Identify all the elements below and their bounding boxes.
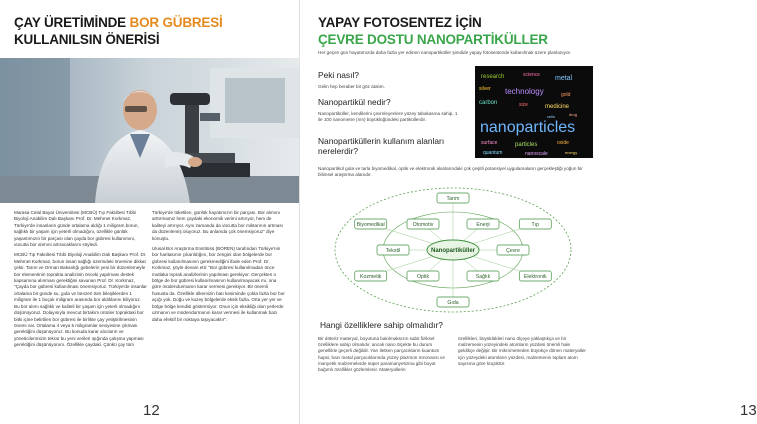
diagram-node-label: Tıp [531,222,540,229]
diagram-node [519,219,551,229]
diagram-node [407,219,439,229]
svg-text:research: research [481,74,505,80]
page-number-right: 13 [740,402,757,419]
diagram-node-label: Tarım [446,196,460,203]
left-page [0,0,300,424]
title-accent: BOR GÜBRESİ [129,15,223,30]
diagram-node-label: Kozmetik [360,274,382,281]
svg-text:gold: gold [561,92,571,98]
right-page [300,0,757,424]
right-column-2: özellikleri, büyüklükleri nano ölçeye yaklaştıkça ve bir malzemenin yüzeyindeki atomların yüzdesi önemli hale geldikçe değişir. Bir mikrometreden büyükçe dönen materyaller için yüzeydeki atomların yüzdesi, malzemenin toplam atom sayısına göre küçüktür. [458,336,586,366]
right-column-1: Bir döteriz materyal, boyutuna bakılmaksızın sabit fiziksel özelliklere sahip olmalıdır, ancak nano ölçekte bu durum genellikle geçerli değildir. Yarı iletken parçacıkların kuantum hapsi, bazı metal parçacıklarında yüzey plazmon rezonansı ve manyetik malzemelerde süper paramanyetizma gibi boyut bağımlı özellikler gözlemlenir. Materyallerin [318,336,445,373]
body-text: Nanopartikül gıda ve tarla biyomedikal, optik ve elektronik alanlarındaki çok çeşitli potansiyel uygulamaların gerçekleştiği yoğun bir bilimsel araştırma alanıdır. [318,166,583,178]
subheading-properties: Hangi özelliklere sahip olmalıdır? [320,320,443,330]
diagram-node [437,297,469,307]
svg-text:surface: surface [481,140,498,146]
svg-text:quantum: quantum [483,150,503,156]
paragraph: MCBÜ Tıp Fakültesi Tıbbi Biyoloji Anabilim Dalı Başkanı Prof. Dr. Mehmet Korkmaz, borun insan sağlığı üzerindeki önemine dikkat çekti. Tarım ve Orman Bakanlığı gebelerin yeni bir düzenlemeyle bor elementinin toprakta analizinin önceki yapılması destek kapsamına alınması gerektiğini savunan Prof. Dr. Korkmaz, "Çayda bor gübresi kullanılması önemsiyoruz. Türkiye'de insanlar ortalama bir günde su, gıda ve benzeri tüm bileşiklerden 1 miligram ile 1 buçuk miligram arasında bor aldıklarını biliyoruz. Bu bor alımı sağlıklı ve kaliteli bir yaşam için yeterli olmadığını düşünüyoruz. Dolayısıyla mevcut birtakım ürünler topraktaki bor bitki içine belirtilen bor gübresi ile birlikte çay yetiştirilmesinin önemi var. Ortalama 4 veya 5 miligramlar seviyesine çıkması gerektiğini düşünüyoruz. Bu konuda karar alıcıların ve yöneticilerimizin tekrar bu yeni verileri ışığında çalışma yapması gerektiğini düşünüyorum. Özellikle çaydaki. Çünkü çay tüm [14,252,147,348]
paragraph: Marasa Celal Bayar Üniversitesi (MCBÜ) Tıp Fakültesi Tıbbi Biyoloji Anabilim Dalı Başkanı Prof. Dr. Mehmet Korkmaz, Türkiye'de insanların günde ortalama aldığı 1 miligram borun, sağlıklı bir yaşam için yeterli olmadığını, özellikle günlük yaşantımızın bir parçası olan çayda bor gübresi kullanımını, vücutta bor alımını artıracaklarını söyledi. [14,210,139,248]
subheading-how: Peki nasıl? [318,70,359,80]
paragraph: Türkiye'de tüketilen, günlük hayatımızın bir parçası. Bor alımını arttırmamız hem çaydaki ekonomik verimi artırıyor, hem de kaliteyi artırıyor. Aynı zamanda da vücutta bor miktarının artması da düzenlemiş oluyoruz. Bu anlamda çok önemsiyoruz" diye konuştu. [152,210,283,241]
diagram-center-label: Nanopartiküller [430,248,476,255]
diagram-node-label: Sağlık [475,274,491,281]
intro-text: Her geçen gün hayatımızda daha fazla yer edinen nanopartiküller şimdide yapay fotosentezde kullanılmak üzere planlanıyor. [318,50,572,55]
subheading-what-is: Nanopartikül nedir? [318,97,391,107]
subheading-usage: Nanopartiküllerin kullanım alanları nerelerdir? [318,136,445,156]
nanoparticles-word-cloud [475,66,593,158]
word-cloud-main: nanoparticles [480,119,576,136]
svg-text:particles: particles [515,142,538,148]
diagram-node [355,271,387,281]
svg-text:carbon: carbon [479,100,498,106]
diagram-node-label: Tekstil [385,248,401,255]
svg-text:oxide: oxide [557,140,569,146]
diagram-node-label: Optik [416,274,430,281]
left-column-2 [152,210,285,327]
svg-text:science: science [523,72,540,78]
title-line-1: YAPAY FOTOSENTEZ İÇİN [318,15,482,30]
svg-text:size: size [519,102,528,108]
diagram-node [497,245,529,255]
diagram-node-label: Çevre [506,248,520,255]
body-text: Nanopartiküller, kendilerini çevreleyenlere yüzey tabakasına sahip, 1 ile 100 nanometre (nm) büyüklüğündeki partiküllerdir. [318,111,458,123]
svg-text:energy: energy [565,150,578,155]
svg-text:nanoscale: nanoscale [525,151,548,157]
svg-text:drug: drug [569,112,578,117]
diagram-center [427,240,479,260]
svg-text:silver: silver [479,86,491,92]
diagram-node [377,245,409,255]
title-part-2: KULLANILSIN ÖNERİSİ [14,32,160,47]
diagram-node-label: Elektronik [523,274,547,281]
body-text: Gelin hep beraber bir göz atalım. [318,84,385,89]
left-page-title [14,14,294,48]
diagram-node-label: Gıda [447,300,459,307]
paragraph: Ulusal Bor Araştırma Enstitüsü (BOREN) tarafından Türkiye'nin bor haritasının çıkarıldığını, bor zengini olan bölgelerde bor gübresi kullanılmasının gerekmediğini ifade eden Prof. Dr. Korkmaz, şöyle devam etti: "Bor gübresi kullanılmadan önce mutlaka toprak analizlerinin yapılması gerekiyor. Gerçekten o bölge de bor gübresi kullanılmasının kullanılmayacak mı, ona göre müdendurmanın karar vermesi gerekiyor. Bir önemli hususta da. Özellikle ülkemizin batı kesiminde çokta fazla bor bor açığı yok. Doğu ve kuzey bölgelerde eksik fazla. Orta yer yer ve bölge bölge kendisi göstermiyor. Onun için eksikliği olan yerlerde uzmanın ve müdendurmanın karar vermesi ile kullanmak bazı daha efektif bir noktaya taşıyacaktır". [152,246,285,322]
left-column-1 [14,210,147,353]
title-part-1: ÇAY ÜRETİMİNDE [14,15,130,30]
diagram-node-label: Biyomedikal [356,222,385,229]
svg-text:metal: metal [555,75,573,82]
diagram-node [519,271,551,281]
diagram-node-label: Otomotiv [412,222,434,229]
diagram-node [355,219,387,229]
right-page-title [318,14,598,48]
page-number-left: 12 [143,402,160,419]
svg-text:technology: technology [505,87,544,96]
diagram-node [437,193,469,203]
diagram-node [467,271,499,281]
title-line-2: ÇEVRE DOSTU NANOPARTİKÜLLER [318,32,548,47]
svg-text:medicine: medicine [545,104,570,110]
svg-text:cells: cells [547,114,556,119]
diagram-node [467,219,499,229]
usage-areas-diagram [318,182,588,318]
diagram-node-label: Enerji [476,222,490,229]
scientist-microscope-photo [0,58,300,203]
diagram-node [407,271,439,281]
